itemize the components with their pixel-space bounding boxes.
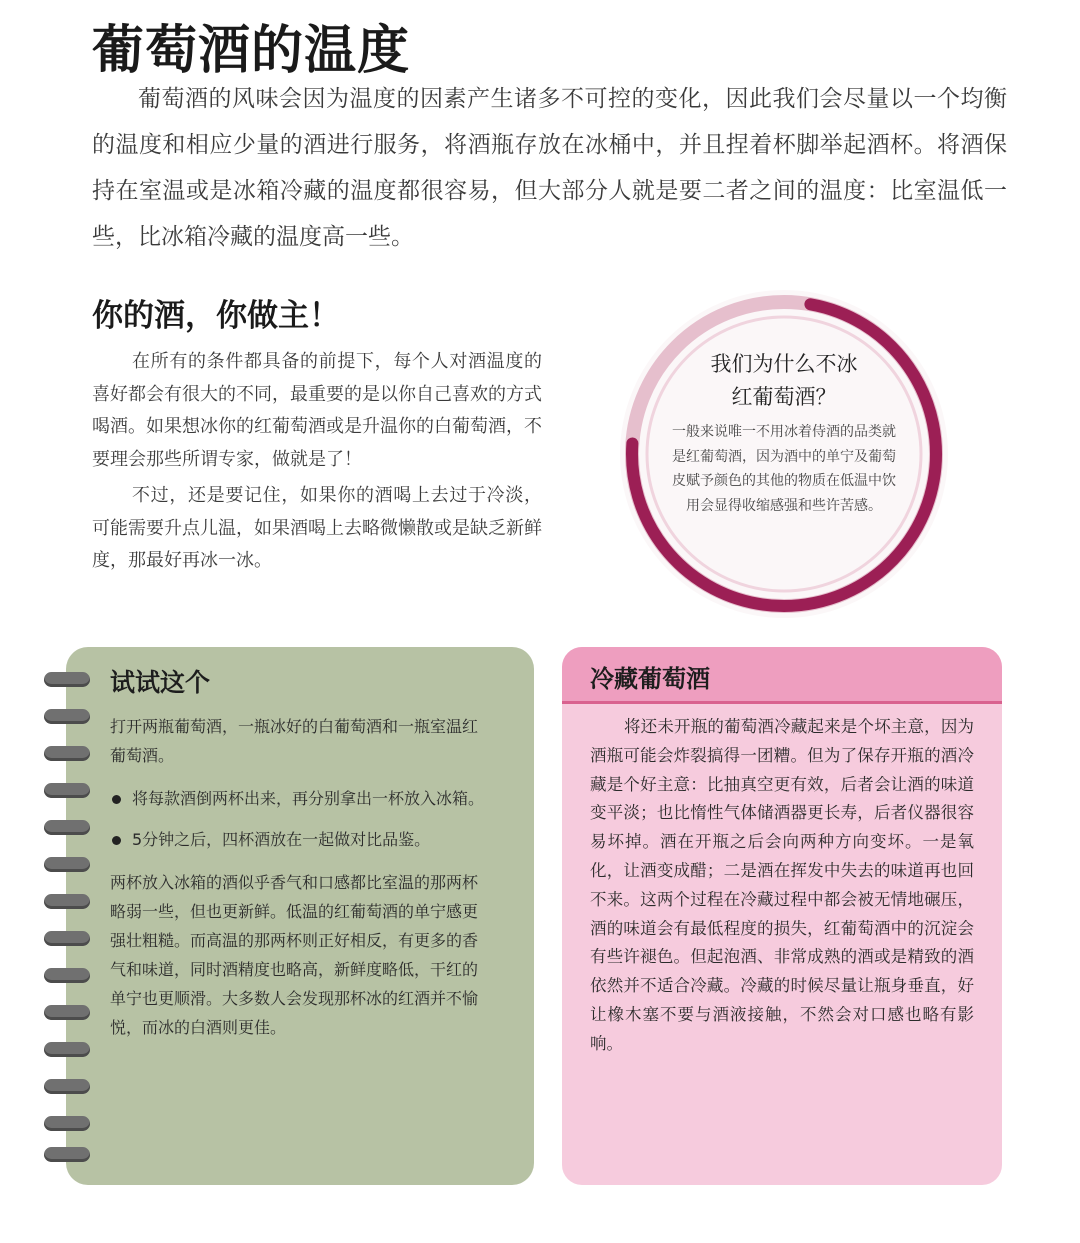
section-heading: 你的酒，你做主！: [92, 298, 340, 334]
spiral-hole: [44, 1005, 90, 1020]
spiral-hole: [44, 1079, 90, 1094]
chilling-wine-text: 将还未开瓶的葡萄酒冷藏起来是个坏主意，因为酒瓶可能会炸裂搞得一团糟。但为了保存开瓶的酒冷藏是个好主意：比抽真空更有效，后者会让酒的味道变平淡；也比惰性气体储酒器更长寿，后者仪器很容易坏掉。酒在开瓶之后会向两种方向变坏。一是氧化，让酒变成醋；二是酒在挥发中失去的味道再也回不来。这两个过程在冷藏过程中都会被无情地碾压，酒的味道会有最低程度的损失，红葡萄酒中的沉淀会有些许褪色。但起泡酒、非常成熟的酒或是精致的酒依然并不适合冷藏。冷藏的时候尽量让瓶身垂直，好让橡木塞不要与酒液接触，不然会对口感也略有影响。: [590, 717, 974, 1053]
chilling-wine-header: [562, 647, 1002, 704]
section-body: [92, 346, 542, 582]
try-this-conclusion: 两杯放入冰箱的酒似乎香气和口感都比室温的那两杯略弱一些，但也更新鲜。低温的红葡萄酒的单宁感更强壮粗糙。而高温的那两杯则正好相反，有更多的香气和味道，同时酒精度也略高，新鲜度略低，干红的单宁也更顺滑。大多数人会发现那杯冰的红酒并不愉悦，而冰的白酒则更佳。: [110, 873, 479, 1037]
list-item: 将每款酒倒两杯出来，再分别拿出一杯放入冰箱。: [110, 784, 490, 813]
intro-paragraph: 葡萄酒的风味会因为温度的因素产生诸多不可控的变化，因此我们会尽量以一个均衡的温度和相应少量的酒进行服务，将酒瓶存放在冰桶中，并且捏着杯脚举起酒杯。将酒保持在室温或是冰箱冷藏的温度都很容易，但大部分人就是要二者之间的温度：比室温低一些，比冰箱冷藏的温度高一些。: [92, 86, 1007, 250]
spiral-hole: [44, 968, 90, 983]
try-this-body: [110, 712, 490, 1056]
spiral-hole: [44, 1042, 90, 1057]
section-paragraph-1: 在所有的条件都具备的前提下，每个人对酒温度的喜好都会有很大的不同，最重要的是以你自己喜欢的方式喝酒。如果想冰你的红葡萄酒或是升温你的白葡萄酒，不要理会那些所谓专家，做就是了！: [92, 351, 542, 470]
chilling-wine-title: 冷藏葡萄酒: [590, 664, 710, 693]
spiral-hole: [44, 672, 90, 687]
spiral-hole: [44, 709, 90, 724]
list-item: 5分钟之后，四杯酒放在一起做对比品鉴。: [110, 825, 490, 854]
try-this-list: [110, 784, 490, 854]
spiral-hole: [44, 857, 90, 872]
spiral-hole: [44, 820, 90, 835]
callout-title-line2: 红葡萄酒？: [731, 385, 837, 409]
spiral-hole: [44, 783, 90, 798]
try-this-intro: 打开两瓶葡萄酒，一瓶冰好的白葡萄酒和一瓶室温红葡萄酒。: [110, 717, 479, 765]
spiral-hole: [44, 931, 90, 946]
spiral-binding: [44, 672, 92, 1162]
callout-circle: [620, 290, 948, 618]
spiral-hole: [44, 894, 90, 909]
chilling-wine-card: [562, 647, 1002, 1185]
spiral-hole: [44, 1116, 90, 1131]
spiral-hole: [44, 1147, 90, 1162]
section-paragraph-2: 不过，还是要记住，如果你的酒喝上去过于冷淡，可能需要升点儿温，如果酒喝上去略微懒散或是缺乏新鲜度，那最好再冰一冰。: [92, 485, 542, 571]
spiral-hole: [44, 746, 90, 761]
page-title: 葡萄酒的温度: [92, 20, 411, 81]
callout-title: [670, 348, 898, 414]
callout-text: 一般来说唯一不用冰着侍酒的品类就是红葡萄酒，因为酒中的单宁及葡萄皮赋予颜色的其他的物质在低温中饮用会显得收缩感强和些许苦感。: [672, 424, 896, 514]
callout-title-line1: 我们为什么不冰: [710, 352, 858, 376]
try-this-title: 试试这个: [110, 668, 211, 697]
